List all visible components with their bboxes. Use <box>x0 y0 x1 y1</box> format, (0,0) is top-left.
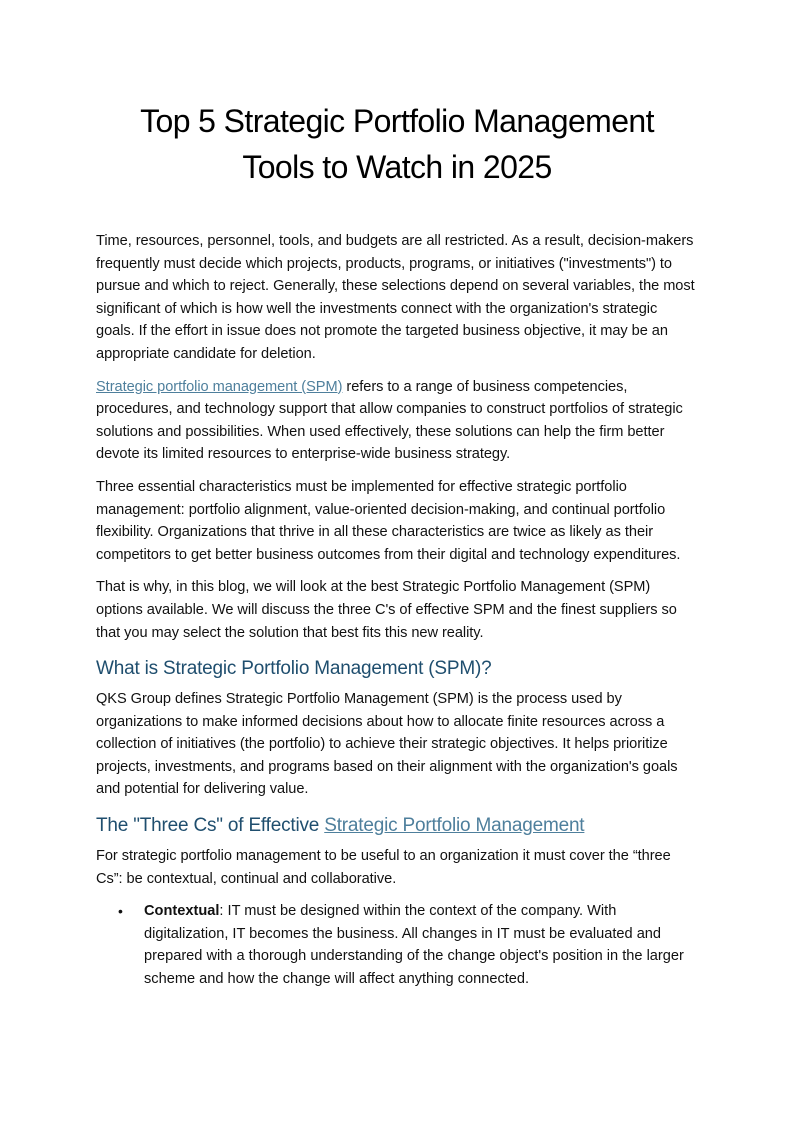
section-what-is-spm-paragraph: QKS Group defines Strategic Portfolio Management (SPM) is the process used by organizations to make informed decisions about how to allocate finite resources across a collection of initiatives (the portfolio) to achieve their strategic objectives. It helps prioritize projects, investments, and programs based on their alignment with the organization's goals and potential for delivering value. <box>96 691 678 798</box>
document-title <box>56 98 738 190</box>
list-item <box>118 900 698 990</box>
three-cs-heading-link[interactable]: Strategic Portfolio Management <box>324 815 585 837</box>
three-cs-heading-text: The "Three Cs" of Effective <box>96 815 325 837</box>
three-cs-bullet-list <box>96 900 698 990</box>
title-line-2: Tools to Watch in 2025 <box>242 149 552 185</box>
spm-link[interactable]: Strategic portfolio management (SPM) <box>96 378 343 395</box>
spm-paragraph-text: refers to a range of business competencies, procedures, and technology support that allow companies to construct portfolios of strategic solutions and possibilities. When used effectively, these solutions can help the firm better devote its limited resources to enterprise-wide business strategy. <box>96 378 683 463</box>
characteristics-paragraph: Three essential characteristics must be implemented for effective strategic portfolio management: portfolio alignment, value-oriented decision-making, and continual portfolio flexibility. Organizations that thrive in all these characteristics are twice as likely as their competitors to get better business outcomes from their digital and technology expenditures. <box>96 478 681 563</box>
intro-paragraph: Time, resources, personnel, tools, and budgets are all restricted. As a result, decision-makers frequently must decide which projects, products, programs, or initiatives ("investments") to pursue and which to reject. Generally, these selections depend on several variables, the most significant of which is how well the investments connect with the organization's strategic goals. If the effort in issue does not promote the targeted business objective, it may be an appropriate candidate for deletion. <box>96 233 695 362</box>
spm-paragraph <box>96 376 698 466</box>
blog-paragraph: That is why, in this blog, we will look at the best Strategic Portfolio Management (SPM) options available. We will discuss the three C's of effective SPM and the finest suppliers so that you may select the solution that best fits this new reality. <box>96 579 677 641</box>
bullet-icon: • <box>118 903 123 920</box>
section-three-cs-paragraph: For strategic portfolio management to be useful to an organization it must cover the “three Cs”: be contextual, continual and collaborative. <box>96 848 671 887</box>
bullet-term: Contextual <box>144 903 220 920</box>
document-page <box>96 0 698 991</box>
title-line-1: Top 5 Strategic Portfolio Management <box>140 103 654 139</box>
section-heading-three-cs <box>96 813 698 839</box>
section-heading-what-is-spm: What is Strategic Portfolio Management (SPM)? <box>96 658 492 680</box>
bullet-text: : IT must be designed within the context of the company. With digitalization, IT becomes the business. All changes in IT must be evaluated and prepared with a thorough understanding of the change object's position in the larger scheme and how the change will affect anything connected. <box>144 903 684 988</box>
